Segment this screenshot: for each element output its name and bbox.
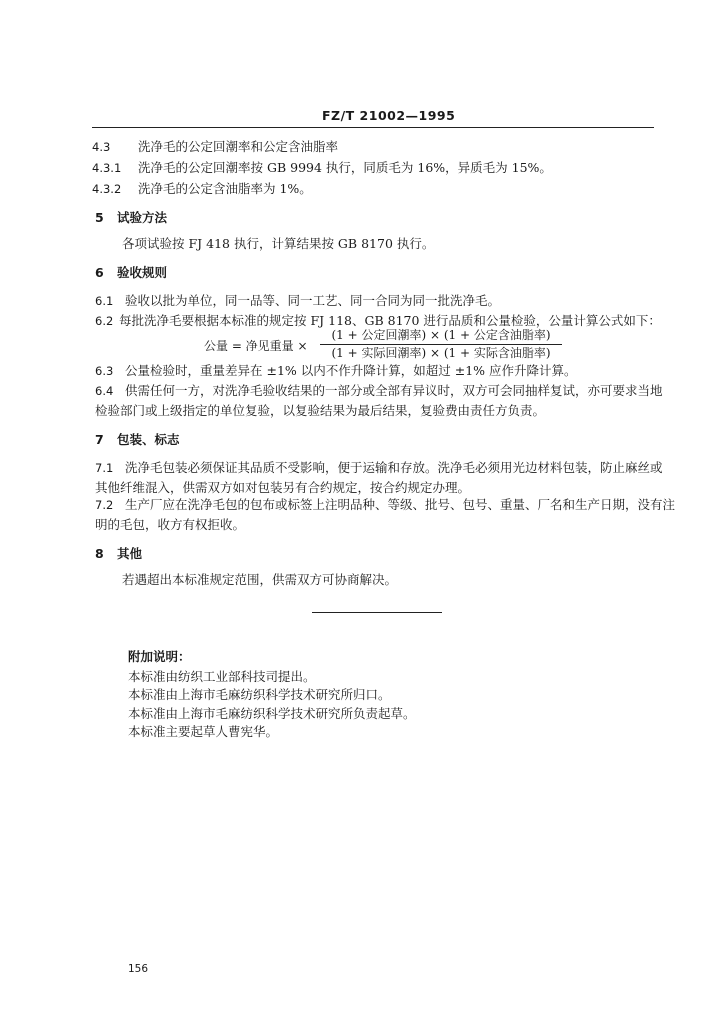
clause-number: 4.3	[92, 140, 111, 154]
section-title: 试验方法	[117, 210, 168, 225]
additional-note-item: 本标准由上海市毛麻纺织科学技术研究所负责起草。	[128, 706, 416, 721]
clause-text: 洗净毛的公定回潮率和公定含油脂率	[138, 139, 339, 154]
clause-4-3-1	[92, 159, 552, 177]
section-title: 包装、标志	[117, 432, 180, 447]
additional-note-item: 本标准由上海市毛麻纺织科学技术研究所归口。	[128, 687, 391, 702]
section-number: 5	[95, 210, 104, 225]
clause-6-4-line-2: 检验部门或上级指定的单位复验，以复验结果为最后结果，复验费由责任方负责。	[95, 403, 546, 418]
clause-number: 6.3	[95, 364, 114, 378]
end-of-text-rule	[312, 612, 442, 613]
formula-lhs: 公量 = 净见重量 ×	[204, 339, 308, 353]
additional-notes-title: 附加说明：	[128, 649, 191, 664]
standard-code: FZ/T 21002—1995	[322, 108, 456, 123]
section-8-body: 若遇超出本标准规定范围，供需双方可协商解决。	[122, 572, 398, 587]
section-6-heading	[95, 264, 167, 282]
clause-6-4-line-1	[95, 382, 663, 400]
clause-4-3-2	[92, 180, 312, 198]
clause-text: 生产厂应在洗净毛包的包布或标签上注明品种、等级、批号、包号、重量、厂名和生产日期，没有注	[125, 497, 676, 512]
section-title: 其他	[117, 546, 143, 561]
clause-7-1-line-1	[95, 459, 663, 477]
clause-number: 6.2	[95, 314, 114, 328]
additional-note-item: 本标准由纺织工业部科技司提出。	[128, 669, 316, 684]
clause-text: 公量检验时，重量差异在 ±1% 以内不作升降计算，如超过 ±1% 应作升降计算。	[125, 363, 577, 378]
section-number: 6	[95, 265, 104, 280]
clause-7-1-line-2: 其他纤维混入，供需双方如对包装另有合约规定，按合约规定办理。	[95, 480, 471, 495]
fraction-bar	[320, 344, 562, 345]
clause-number: 6.1	[95, 294, 114, 308]
clause-text: 洗净毛的公定含油脂率为 1%。	[138, 181, 312, 196]
clause-number: 7.1	[95, 461, 114, 475]
clause-number: 4.3.2	[92, 182, 122, 196]
clause-text: 每批洗净毛要根据本标准的规定按 FJ 118、GB 8170 进行品质和公量检验，公量计算公式如下：	[119, 313, 661, 328]
clause-text: 验收以批为单位，同一品等、同一工艺、同一合同为同一批洗净毛。	[125, 293, 501, 308]
formula-fraction	[320, 328, 562, 361]
header-rule	[92, 127, 654, 128]
clause-text: 供需任何一方，对洗净毛验收结果的一部分或全部有异议时，双方可会同抽样复试，亦可要求当地	[125, 383, 663, 398]
page-number: 156	[128, 963, 149, 975]
commercial-weight-formula	[204, 328, 564, 362]
section-5-heading	[95, 209, 167, 227]
formula-numerator: (1 + 公定回潮率) × (1 + 公定含油脂率)	[331, 328, 551, 342]
section-7-heading	[95, 431, 180, 449]
clause-7-2-line-2: 明的毛包，收方有权拒收。	[95, 517, 246, 532]
formula-denominator: (1 + 实际回潮率) × (1 + 实际含油脂率)	[331, 346, 551, 360]
clause-number: 7.2	[95, 498, 114, 512]
clause-text: 洗净毛的公定回潮率按 GB 9994 执行，同质毛为 16%，异质毛为 15%。	[138, 160, 552, 175]
clause-number: 6.4	[95, 384, 114, 398]
clause-4-3	[92, 138, 338, 156]
additional-note-item: 本标准主要起草人曹宪华。	[128, 724, 279, 739]
section-5-body: 各项试验按 FJ 418 执行，计算结果按 GB 8170 执行。	[122, 236, 435, 251]
clause-7-2-line-1	[95, 496, 675, 514]
section-8-heading	[95, 545, 142, 563]
section-title: 验收规则	[117, 265, 168, 280]
clause-number: 4.3.1	[92, 161, 122, 175]
section-number: 7	[95, 432, 104, 447]
clause-text: 洗净毛包装必须保证其品质不受影响，便于运输和存放。洗净毛必须用光边材料包装，防止麻丝或	[125, 460, 663, 475]
section-number: 8	[95, 546, 104, 561]
clause-6-3	[95, 362, 577, 380]
clause-6-1	[95, 292, 500, 310]
